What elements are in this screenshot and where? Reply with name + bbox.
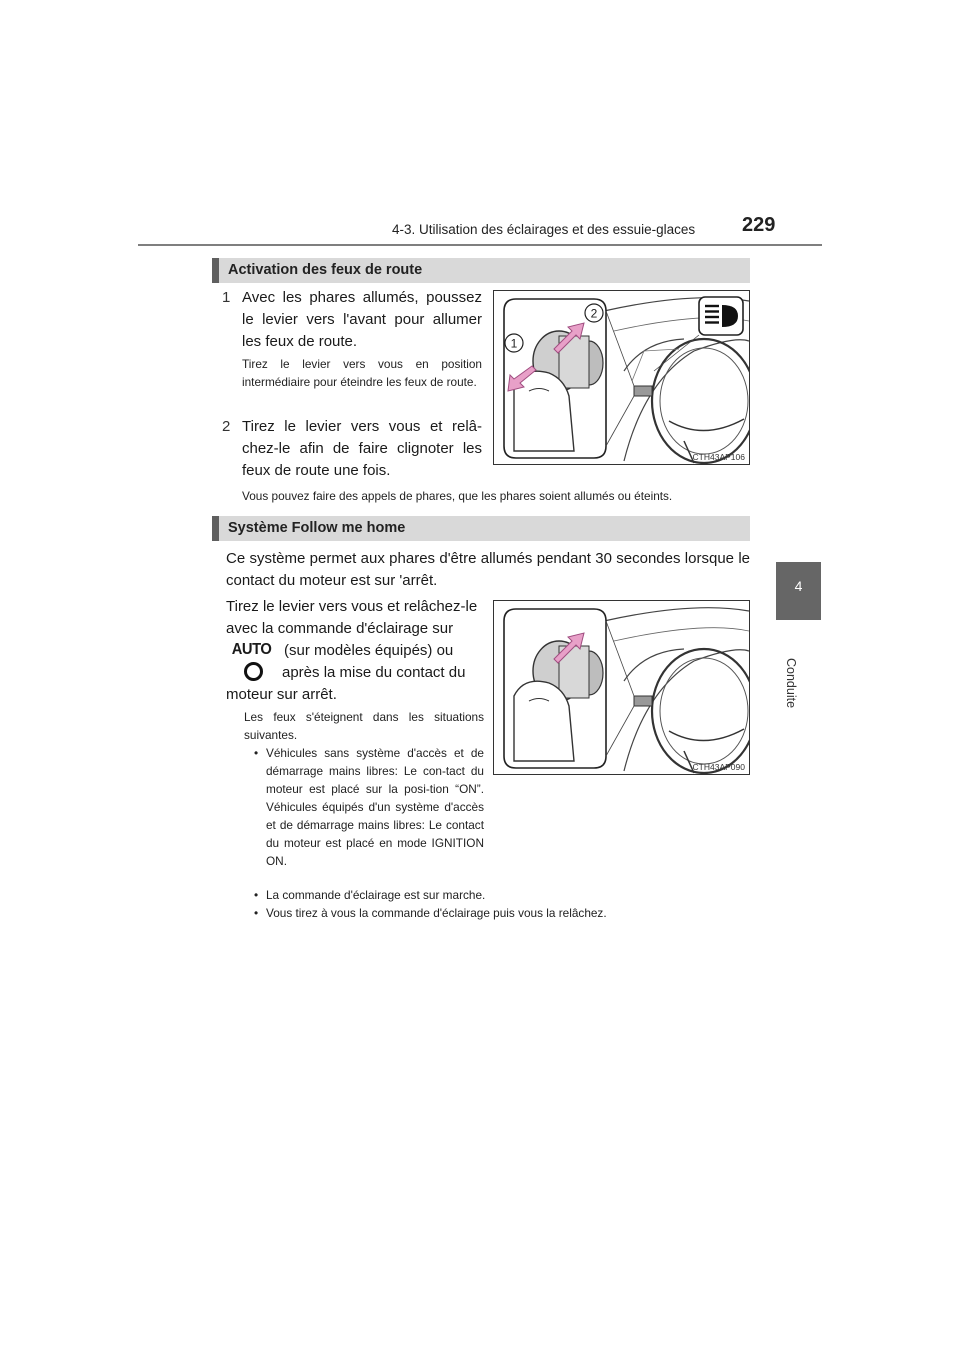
section-title: Activation des feux de route — [228, 262, 423, 278]
flash-note: Vous pouvez faire des appels de phares, que les phares soient allumés ou éteints. — [242, 489, 673, 503]
figure-code: CTH43AP090 — [692, 762, 745, 772]
step-1-note: Tirez le levier vers vous en position intermédiaire pour éteindre les feux de route. — [242, 357, 482, 389]
figure-high-beam-lever — [493, 290, 750, 465]
off-conditions-intro: Les feux s'éteignent dans les situations suivantes. — [244, 710, 484, 742]
header-divider — [138, 244, 822, 246]
figure-follow-me-home-lever — [493, 600, 750, 775]
lever-illustration-2 — [494, 601, 749, 774]
chapter-number: 4 — [794, 578, 803, 594]
lever-illustration-1 — [494, 291, 749, 464]
off-conditions-list — [244, 744, 484, 870]
section-title: Système Follow me home — [228, 520, 406, 536]
section-heading-high-beam — [212, 258, 750, 283]
auto-icon: AUTO — [231, 641, 272, 658]
list-item: • Véhicules sans système d'accès et de démarrage mains libres: Le con-tact du moteur est placé sur la posi-tion “ON”. Véhicules équipés d'un système d'accès et de démarrage mains libres: Le contact du moteur est placé en mode IGNITION ON. — [244, 744, 484, 870]
page-number: 229 — [742, 214, 776, 236]
instruction-line-3: (sur modèles équipés) ou — [284, 642, 454, 659]
chapter-tab — [776, 562, 821, 620]
figure-code: CTH43AP106 — [692, 452, 745, 462]
section-heading-follow-me-home — [212, 516, 750, 541]
step-2-text: Tirez le levier vers vous et relâ-chez-le afin de faire clignoter les feux de route une fois. — [242, 418, 482, 479]
instruction-line-4: après la mise du contact du — [282, 664, 466, 681]
instruction-line-1: Tirez le levier vers vous et relâchez-le — [226, 598, 478, 615]
instruction-line-5: moteur sur arrêt. — [226, 686, 337, 703]
step-number-2: 2 — [222, 418, 231, 435]
callout-2: 2 — [590, 306, 598, 321]
callout-1: 1 — [510, 336, 518, 351]
step-1-text: Avec les phares allumés, poussez le levier vers l'avant pour allumer les feux de route. — [242, 289, 482, 350]
list-item: • La commande d'éclairage est sur marche. — [244, 886, 744, 904]
off-conditions-list-continued — [244, 886, 744, 922]
follow-me-intro: Ce système permet aux phares d'être allumés pendant 30 secondes lorsque le contact du moteur est sur 'arrêt. — [226, 550, 750, 589]
chapter-label: Conduite — [784, 658, 798, 709]
headlight-off-icon — [244, 662, 263, 681]
step-number-1: 1 — [222, 289, 231, 306]
list-item: • Vous tirez à vous la commande d'éclairage puis vous la relâchez. — [244, 904, 744, 922]
running-header: 4-3. Utilisation des éclairages et des essuie-glaces — [392, 222, 696, 237]
instruction-line-2: avec la commande d'éclairage sur — [226, 620, 454, 637]
